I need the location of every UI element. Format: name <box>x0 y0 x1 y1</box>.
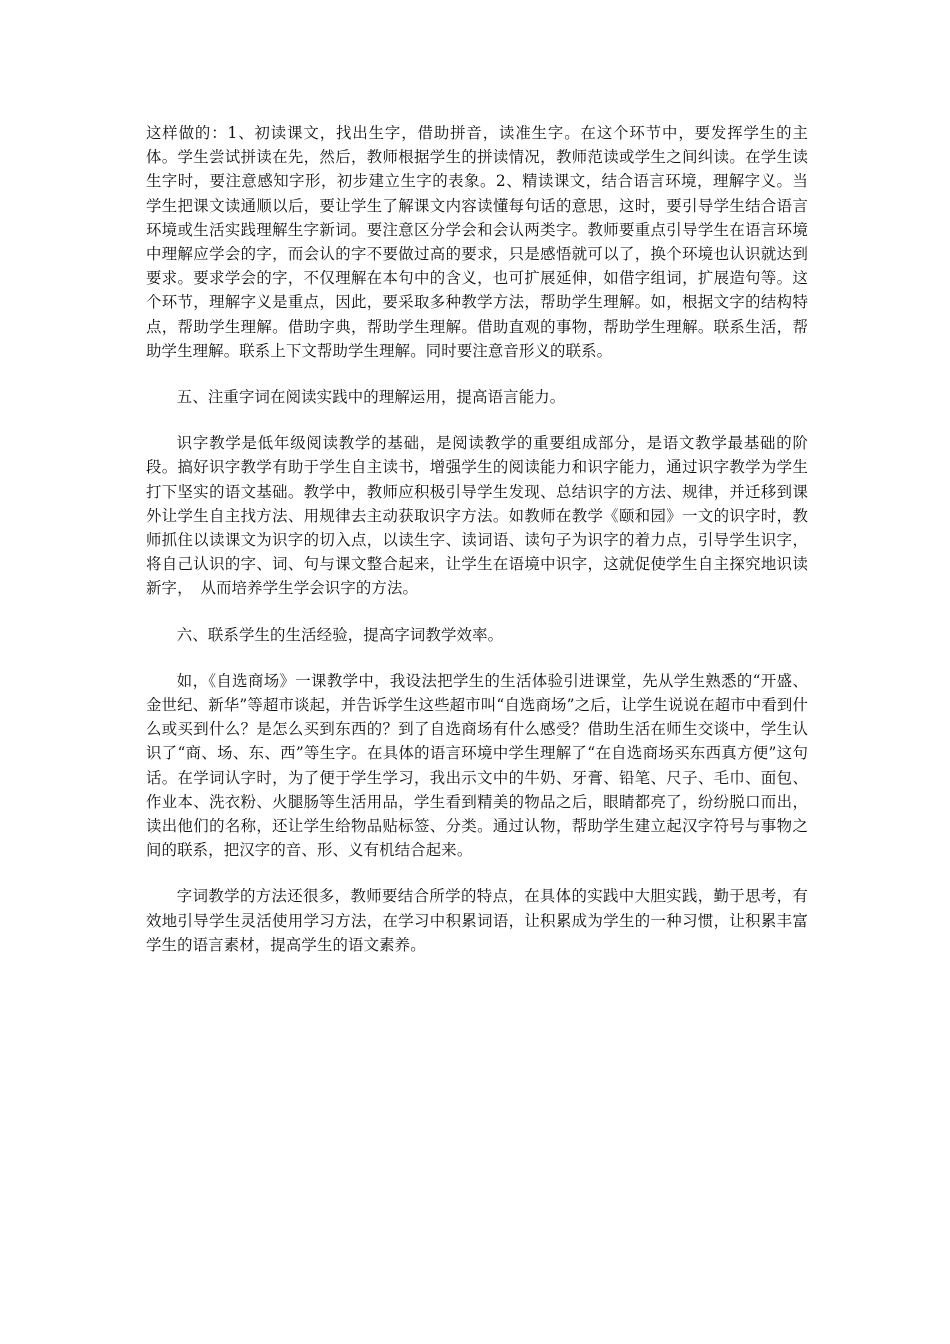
document-body <box>146 121 808 979</box>
section-heading-five: 五、注重字词在阅读实践中的理解运用，提高语言能力。 <box>176 388 566 407</box>
paragraph-supermarket-example: 如，《自选商场》一课教学中，我设法把学生的生活体验引进课堂，先从学生熟悉的“开盛、金世纪、新华”等超市谈起，并告诉学生这些超市叫“自选商场”之后，让学生说说在超市中看到什么或买到什么？是怎么买到东西的？到了自选商场有什么感受？借助生活在师生交谈中，学生认识了“商、场、东、西”等生字。在具体的语言环境中学生理解了“在自选商场买东西真方便”这句话。在学词认字时，为了便于学生学习，我出示文中的牛奶、牙膏、铅笔、尺子、毛巾、面包、作业本、洗衣粉、火腿肠等生活用品，学生看到精美的物品之后，眼睛都亮了，纷纷脱口而出，读出他们的名称，还让学生给物品贴标签、分类。通过认物，帮助学生建立起汉字符号与事物之间的联系，把汉字的音、形、义有机结合起来。 <box>146 671 808 860</box>
section-heading-six: 六、联系学生的生活经验，提高字词教学效率。 <box>176 625 504 644</box>
paragraph-conclusion: 字词教学的方法还很多，教师要结合所学的特点，在具体的实践中大胆实践，勤于思考，有效地引导学生灵活使用学习方法，在学习中积累词语，让积累成为学生的一种习惯，让积累丰富学生的语言素材，提高学生的语文素养。 <box>146 887 808 954</box>
paragraph-literacy-foundation: 识字教学是低年级阅读教学的基础，是阅读教学的重要组成部分，是语文教学最基础的阶段。搞好识字教学有助于学生自主读书，增强学生的阅读能力和识字能力，通过识字教学为学生打下坚实的语文基础。教学中，教师应积极引导学生发现、总结识字的方法、规律，并迁移到课外让学生自主找方法、用规律去主动获取识字方法。如教师在教学《颐和园》一文的识字时，教师抓住以读课文为识字的切入点，以读生字、读词语、读句子为识字的着力点，引导学生识字，将自己认识的字、词、句与课文整合起来，让学生在语境中识字，这就促使学生自主探究地识读新字， 从而培养学生学会识字的方法。 <box>146 434 808 598</box>
paragraph-reading-method: 这样做的：1、初读课文，找出生字，借助拼音，读准生字。在这个环节中，要发挥学生的主体。学生尝试拼读在先，然后，教师根据学生的拼读情况，教师范读或学生之间纠读。在学生读生字时，要注意感知字形，初步建立生字的表象。2、精读课文，结合语言环境，理解字义。当学生把课文读通顺以后，要让学生了解课文内容读懂每句话的意思，这时，要引导学生结合语言环境或生活实践理解生字新词。要注意区分学会和会认两类字。教师要重点引导学生在语言环境中理解应学会的字，而会认的字不要做过高的要求，只是感悟就可以了，换个环境也认识就达到要求。要求学会的字，不仅理解在本句中的含义，也可扩展延伸，如借字组词，扩展造句等。这个环节，理解字义是重点，因此，要采取多种教学方法，帮助学生理解。如，根据文字的结构特点，帮助学生理解。借助字典，帮助学生理解。借助直观的事物，帮助学生理解。联系生活，帮助学生理解。联系上下文帮助学生理解。同时要注意音形义的联系。 <box>146 124 808 360</box>
